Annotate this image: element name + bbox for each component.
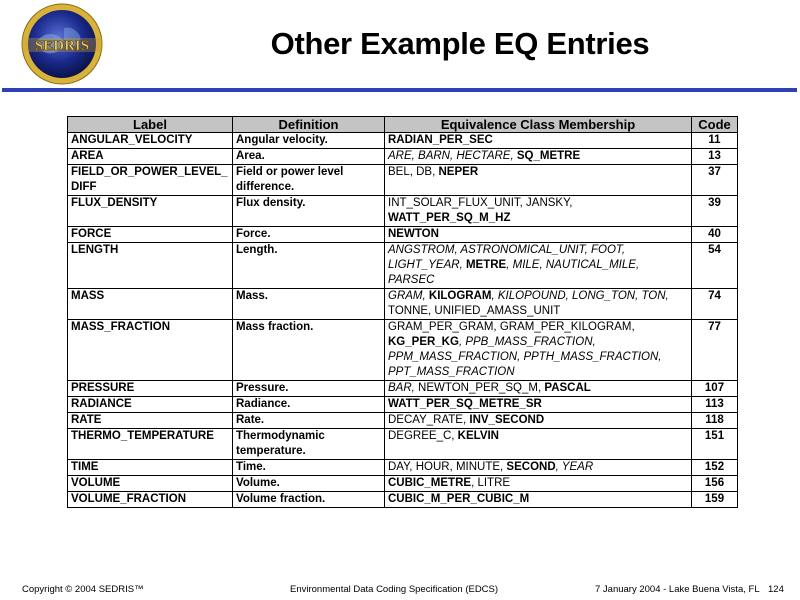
membership-segment: , LITRE	[471, 477, 511, 489]
table-row	[68, 429, 738, 460]
table-row	[68, 397, 738, 413]
cell-code: 39	[692, 196, 738, 227]
membership-segment: KG_PER_KG	[388, 336, 459, 348]
table-row	[68, 381, 738, 397]
cell-membership	[385, 320, 692, 381]
cell-label: FIELD_OR_POWER_LEVEL_DIFF	[68, 165, 233, 196]
membership-segment: METRE	[465, 259, 507, 271]
cell-code: 54	[692, 243, 738, 289]
cell-code: 13	[692, 149, 738, 165]
table-row	[68, 289, 738, 320]
table-row	[68, 476, 738, 492]
eq-entries-table	[67, 116, 738, 508]
cell-code: 40	[692, 227, 738, 243]
membership-segment: DECAY_RATE,	[388, 414, 470, 426]
cell-definition: Radiance.	[233, 397, 385, 413]
membership-segment: NEPER	[438, 166, 479, 178]
cell-definition: Angular velocity.	[233, 133, 385, 149]
membership-segment: DAY, HOUR, MINUTE,	[388, 461, 507, 473]
sedris-logo	[14, 2, 110, 86]
cell-membership	[385, 429, 692, 460]
cell-label: FLUX_DENSITY	[68, 196, 233, 227]
cell-label: ANGULAR_VELOCITY	[68, 133, 233, 149]
cell-membership	[385, 289, 692, 320]
membership-segment: SECOND	[506, 461, 556, 473]
table-row	[68, 149, 738, 165]
cell-code: 151	[692, 429, 738, 460]
membership-segment: , YEAR	[555, 461, 594, 473]
cell-membership	[385, 476, 692, 492]
cell-membership	[385, 227, 692, 243]
cell-definition: Mass fraction.	[233, 320, 385, 381]
membership-segment: KELVIN	[457, 430, 499, 442]
membership-segment: , KILOPOUND, LONG_TON, TON,	[491, 290, 669, 302]
cell-membership	[385, 397, 692, 413]
cell-label: MASS_FRACTION	[68, 320, 233, 381]
logo-text: SEDRIS	[34, 38, 90, 54]
cell-label: RADIANCE	[68, 397, 233, 413]
cell-definition: Area.	[233, 149, 385, 165]
cell-membership	[385, 381, 692, 397]
membership-segment: WATT_PER_SQ_M_HZ	[388, 212, 511, 224]
membership-segment: TONNE, UNIFIED_AMASS_UNIT	[388, 305, 561, 317]
cell-code: 152	[692, 460, 738, 476]
membership-segment: RADIAN_PER_SEC	[388, 134, 493, 146]
col-header-label: Label	[68, 117, 233, 133]
cell-code: 156	[692, 476, 738, 492]
cell-definition: Time.	[233, 460, 385, 476]
cell-membership	[385, 413, 692, 429]
cell-membership	[385, 133, 692, 149]
title-divider	[2, 88, 797, 92]
table-row	[68, 196, 738, 227]
membership-segment: SQ_METRE	[516, 150, 581, 162]
table-row	[68, 413, 738, 429]
membership-segment: GRAM,	[388, 290, 429, 302]
table-row	[68, 133, 738, 149]
membership-segment: INV_SECOND	[469, 414, 545, 426]
cell-label: PRESSURE	[68, 381, 233, 397]
page-title: Other Example EQ Entries	[270, 26, 650, 61]
table-header-row	[68, 117, 738, 133]
cell-membership	[385, 149, 692, 165]
cell-code: 118	[692, 413, 738, 429]
membership-segment: , PPB_MASS_FRACTION, PPM_MASS_FRACTION, PPTH_MASS_FRACTION, PPT_MASS_FRACTION	[388, 336, 662, 378]
table-row	[68, 227, 738, 243]
cell-definition: Pressure.	[233, 381, 385, 397]
cell-label: LENGTH	[68, 243, 233, 289]
col-header-definition: Definition	[233, 117, 385, 133]
cell-label: MASS	[68, 289, 233, 320]
cell-definition: Thermodynamic temperature.	[233, 429, 385, 460]
membership-segment: BAR,	[388, 382, 419, 394]
cell-label: FORCE	[68, 227, 233, 243]
table-row	[68, 460, 738, 476]
membership-segment: ARE, BARN, HECTARE,	[388, 150, 517, 162]
cell-label: AREA	[68, 149, 233, 165]
membership-segment: GRAM_PER_GRAM, GRAM_PER_KILOGRAM,	[388, 321, 635, 333]
cell-definition: Force.	[233, 227, 385, 243]
cell-definition: Mass.	[233, 289, 385, 320]
membership-segment: , MILE, NAUTICAL_MILE, PARSEC	[388, 259, 640, 286]
cell-definition: Flux density.	[233, 196, 385, 227]
cell-code: 11	[692, 133, 738, 149]
cell-membership	[385, 243, 692, 289]
col-header-membership: Equivalence Class Membership	[385, 117, 692, 133]
cell-label: TIME	[68, 460, 233, 476]
table-row	[68, 243, 738, 289]
cell-code: 159	[692, 492, 738, 508]
cell-definition: Field or power level difference.	[233, 165, 385, 196]
cell-membership	[385, 492, 692, 508]
cell-membership	[385, 196, 692, 227]
membership-segment: NEWTON	[388, 228, 439, 240]
cell-definition: Volume fraction.	[233, 492, 385, 508]
membership-segment: WATT_PER_SQ_METRE_SR	[388, 398, 542, 410]
membership-segment: INT_SOLAR_FLUX_UNIT, JANSKY,	[388, 197, 573, 209]
membership-segment: KILOGRAM	[428, 290, 492, 302]
cell-code: 77	[692, 320, 738, 381]
cell-code: 113	[692, 397, 738, 413]
cell-code: 37	[692, 165, 738, 196]
cell-definition: Rate.	[233, 413, 385, 429]
membership-segment: ANGSTROM, ASTRONOMICAL_UNIT, FOOT, LIGHT_YEAR,	[388, 244, 626, 271]
cell-membership	[385, 165, 692, 196]
cell-code: 107	[692, 381, 738, 397]
membership-segment: BEL, DB,	[388, 166, 439, 178]
cell-label: VOLUME	[68, 476, 233, 492]
cell-membership	[385, 460, 692, 476]
membership-segment: DEGREE_C,	[388, 430, 458, 442]
cell-label: VOLUME_FRACTION	[68, 492, 233, 508]
membership-segment: NEWTON_PER_SQ_M,	[418, 382, 545, 394]
membership-segment: PASCAL	[544, 382, 591, 394]
cell-code: 74	[692, 289, 738, 320]
footer-spec: Environmental Data Coding Specification (EDCS)	[290, 584, 499, 595]
footer-copyright: Copyright © 2004 SEDRIS™	[22, 584, 144, 595]
membership-segment: CUBIC_M_PER_CUBIC_M	[388, 493, 530, 505]
table-row	[68, 492, 738, 508]
cell-definition: Volume.	[233, 476, 385, 492]
footer-page-number: 124	[768, 584, 784, 595]
table-row	[68, 165, 738, 196]
cell-label: THERMO_TEMPERATURE	[68, 429, 233, 460]
membership-segment: CUBIC_METRE	[388, 477, 472, 489]
footer-date-location: 7 January 2004 - Lake Buena Vista, FL	[595, 584, 760, 595]
cell-label: RATE	[68, 413, 233, 429]
cell-definition: Length.	[233, 243, 385, 289]
table-row	[68, 320, 738, 381]
col-header-code: Code	[692, 117, 738, 133]
